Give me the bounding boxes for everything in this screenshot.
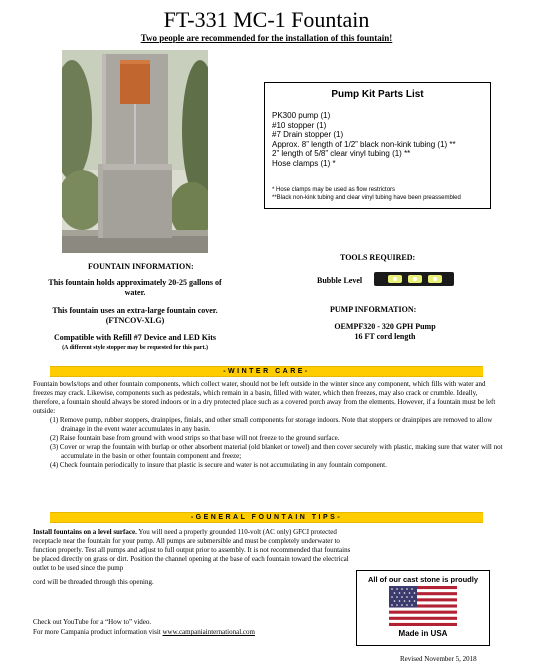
usa-caption: All of our cast stone is proudly — [367, 575, 478, 584]
parts-item: Hose clamps (1) * — [272, 158, 336, 168]
tips-body: You will need a properly grounded 110-volt (AC only) GFCI protected receptacle near the fountain for your pump. All pumps are submersible and must be completely underwater to function properly. Test all pumps and adjust to full output prior to assembly. It is not recommended that fountains be placed directly on grass or dirt. Position the channel opening at the base of each fountain toward the electrical outlet to be used since the pump — [33, 528, 351, 572]
parts-item: PK300 pump (1) — [272, 111, 331, 120]
parts-note: **Black non-kink tubing and clear vinyl tubing have been preassembled — [272, 194, 461, 201]
pump-cord: 16 FT cord length — [354, 332, 416, 341]
more-info-line — [33, 628, 255, 636]
parts-item: 2” length of 5/8” clear vinyl tubing (1) ** — [272, 149, 411, 158]
compat-note: (A different style stopper may be requested for this part.) — [62, 345, 208, 351]
pump-info — [310, 322, 460, 342]
more-info-prefix: For more Campania product information visit — [33, 628, 163, 636]
parts-item: Approx. 8” length of 1/2” black non-kink tubing (1) ** — [272, 139, 456, 149]
bubble-level-label: Bubble Level — [317, 276, 363, 285]
fountain-cover-info — [40, 306, 230, 326]
winter-intro: Fountain bowls/tops and other fountain components, which collect water, should not be left outside in the winter since any component, which fills with water and freezes may crack. Likewise, components such as pedestals, which remain in a basin, filled with water, which then freezes, may also crack or crumble. Ideally, therefore, a fountain should always be stored indoors or in a dry protected place such as a covered porch away from the elements. However, if a fountain must be left outside: — [33, 380, 496, 415]
tips-lead: Install fountains on a level surface. — [33, 528, 137, 536]
parts-item: #10 stopper (1) — [272, 120, 327, 130]
winter-care-band: -WINTER CARE- — [50, 366, 483, 377]
made-in-usa-label: Made in USA — [398, 629, 448, 638]
tips-text — [33, 528, 353, 573]
winter-step: (3) Cover or wrap the fountain with burlap or other absorbent material (old blanket or towel) and then cover securely with plastic, making sure that water will not accumulate in the basin or other fountain component and freeze; — [50, 443, 503, 460]
winter-step: (2) Raise fountain base from ground with wood strips so that base will not freeze to the ground surface. — [50, 434, 340, 442]
tips-tail: cord will be threaded through this opening. — [33, 578, 154, 586]
fountain-compatibility — [40, 333, 230, 353]
pump-model: OEMPF320 - 320 GPH Pump — [334, 322, 436, 331]
winter-steps — [33, 416, 503, 470]
general-tips-band: -GENERAL FOUNTAIN TIPS- — [50, 512, 483, 523]
installation-warning: Two people are recommended for the installation of this fountain! — [140, 33, 393, 43]
winter-care-text — [33, 380, 503, 470]
winter-step: (4) Check fountain periodically to insure that plastic is secure and water is not accumulating in any fountain component. — [50, 461, 387, 469]
fountain-photo — [62, 50, 208, 253]
cover-sku: (FTNCOV-XLG) — [105, 316, 165, 325]
bubble-level-icon — [374, 271, 454, 287]
us-flag-icon — [389, 586, 457, 626]
compat-line: Compatible with Refill #7 Device and LED Kits — [54, 333, 216, 342]
page-title: FT-331 MC-1 Fountain — [163, 7, 370, 32]
cover-line: This fountain uses an extra-large fountain cover. — [52, 306, 218, 315]
campania-website-link[interactable]: www.campaniainternational.com — [162, 628, 255, 636]
made-in-usa-box — [356, 570, 490, 646]
parts-note: * Hose clamps may be used as flow restrictors — [272, 187, 396, 193]
pump-info-heading: PUMP INFORMATION: — [330, 305, 417, 314]
winter-step: (1) Remove pump, rubber stoppers, drainpipes, finials, and other small components for storage indoors. Note that stoppers or drainpipes are removed to allow drainage in the event water accumulates in any basin. — [50, 416, 493, 433]
parts-list — [272, 111, 456, 168]
fountain-info-heading: FOUNTAIN INFORMATION: — [88, 262, 194, 271]
parts-list-title: Pump Kit Parts List — [331, 89, 424, 100]
pump-kit-parts-box — [264, 82, 491, 209]
tools-heading: TOOLS REQUIRED: — [340, 253, 416, 262]
parts-notes — [272, 187, 461, 202]
revision-date: Revised November 5, 2018 — [400, 655, 477, 663]
fountain-capacity: This fountain holds approximately 20-25 gallons of water. — [48, 278, 222, 297]
youtube-note: Check out YouTube for a “How to” video. — [33, 618, 152, 626]
parts-item: #7 Drain stopper (1) — [272, 130, 344, 139]
